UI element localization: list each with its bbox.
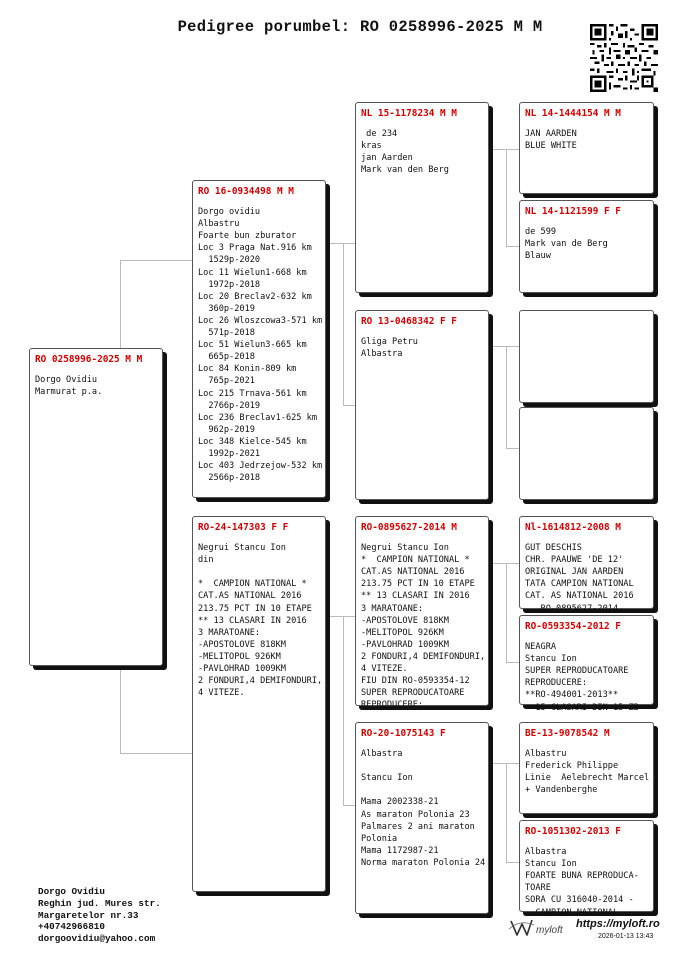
pigeon-details: [35, 374, 157, 398]
ring-number: RO 0258996-2025 M M: [35, 354, 143, 365]
pigeon-detail-line: 3 MARATOANE:: [198, 627, 261, 638]
pigeon-detail-line: Loc 348 Kielce-545 km: [198, 436, 307, 447]
pigeon-detail-line: 962p-2019: [198, 424, 255, 435]
pigeon-detail-line: Foarte bun zburator: [198, 231, 297, 242]
owner-name: Dorgo Ovidiu: [38, 886, 105, 897]
pigeon-detail-line: CAT.AS NATIONAL 2016: [198, 591, 302, 602]
pigeon-detail-line: TATA CAMPION NATIONAL: [525, 579, 634, 590]
pigeon-detail-line: 765p-2021: [198, 376, 255, 387]
pigeon-details: [525, 846, 648, 919]
pigeon-detail-line: Mama 1172987-21: [361, 845, 439, 856]
pigeon-detail-line: CHR. PAAUWE 'DE 12': [525, 555, 624, 566]
pigeon-detail-line: FIU DIN RO-0593354-12: [361, 676, 470, 687]
pigeon-detail-line: 1529p-2020: [198, 255, 261, 266]
pigeon-detail-line: + Vandenberghe: [525, 785, 598, 796]
pigeon-detail-line: Loc 20 Breclav2-632 km: [198, 291, 312, 302]
pigeon-detail-line: 4 VITEZE.: [198, 688, 245, 699]
pigeon-detail-line: 665p-2018: [198, 352, 255, 363]
pigeon-details: [198, 206, 323, 484]
ring-number: RO-0593354-2012 F: [525, 621, 621, 632]
pigeon-details: [525, 128, 648, 152]
pigeon-detail-line: de 234: [361, 129, 398, 140]
pigeon-details: [198, 542, 323, 699]
pigeon-detail-line: 2 FONDURI,4 DEMIFONDURI,: [198, 676, 323, 687]
pigeon-detail-line: 1992p-2021: [198, 448, 261, 459]
pigeon-card-sdd[interactable]: [519, 407, 654, 500]
pigeon-detail-line: 1972p-2018: [198, 279, 261, 290]
qr-code[interactable]: [590, 24, 658, 92]
pigeon-detail-line: As maraton Polonia 23: [361, 809, 470, 820]
pigeon-detail-line: Dorgo ovidiu: [198, 207, 261, 218]
pigeon-card-sd[interactable]: [355, 310, 489, 500]
pigeon-card-ds[interactable]: [355, 516, 489, 711]
pigeon-detail-line: -PAVLOHRAD 1009KM: [198, 664, 286, 675]
pigeon-detail-line: Polonia: [361, 833, 398, 844]
pigeon-detail-line: ** 13 CLASARI IN 2016: [198, 615, 307, 626]
pigeon-card-sds[interactable]: [519, 310, 654, 403]
pigeon-detail-line: Loc 84 Konin-809 km: [198, 364, 297, 375]
pigeon-detail-line: Marmurat p.a.: [35, 387, 103, 398]
pigeon-detail-line: REPRODUCERE:: [525, 678, 588, 689]
pigeon-card-dds[interactable]: [519, 722, 654, 814]
print-date: 2026-01-13 13:43: [598, 933, 654, 940]
pigeon-detail-line: **RO-494001-2013**: [525, 690, 619, 701]
pigeon-detail-line: -PAVLOHRAD 1009KM: [361, 639, 449, 650]
pigeon-detail-line: [361, 760, 483, 772]
connector-main-dam: [120, 666, 195, 754]
pigeon-detail-line: jan Aarden: [361, 153, 413, 164]
pigeon-card-ddd[interactable]: [519, 820, 654, 918]
pigeon-card-dd[interactable]: [355, 722, 489, 914]
pigeon-detail-line: 2766p-2019: [198, 400, 261, 411]
pigeon-details: [361, 336, 483, 360]
pigeon-detail-line: Stancu Ion: [525, 859, 577, 870]
pigeon-detail-line: ORIGINAL JAN AARDEN: [525, 567, 624, 578]
pigeon-detail-line: Palmares 2 ani maraton: [361, 821, 475, 832]
pigeon-detail-line: 213.75 PCT IN 10 ETAPE: [361, 579, 475, 590]
pigeon-detail-line: CAMPION NATIONAL: [525, 907, 619, 918]
pigeon-detail-line: [198, 566, 320, 578]
ring-number: NL 14-1121599 F F: [525, 206, 621, 217]
pigeon-detail-line: Loc 11 Wielun1-668 km: [198, 267, 307, 278]
pigeon-detail-line: din: [198, 555, 214, 566]
ring-number: NL 15-1178234 M M: [361, 108, 457, 119]
ring-number: NL 14-1444154 M M: [525, 108, 621, 119]
pigeon-detail-line: REPRODUCERE:: [361, 700, 424, 711]
ring-number: RO-24-147303 F F: [198, 522, 289, 533]
pigeon-detail-line: 2566p-2018: [198, 473, 261, 484]
pigeon-detail-line: -MELITOPOL 926KM: [361, 627, 444, 638]
pigeon-detail-line: FOARTE BUNA REPRODUCA-: [525, 871, 639, 882]
ring-number: RO-0895627-2014 M: [361, 522, 457, 533]
pigeon-details: [361, 748, 486, 869]
brand-url-link[interactable]: https://myloft.ro: [576, 918, 660, 930]
pigeon-detail-line: Albastru: [198, 219, 240, 230]
pigeon-detail-line: TOARE: [525, 883, 551, 894]
pigeon-detail-line: Loc 403 Jedrzejow-532 km: [198, 461, 323, 472]
pigeon-card-dam[interactable]: [192, 516, 326, 892]
pigeon-details: [525, 542, 648, 615]
pigeon-detail-line: Loc 215 Trnava-561 km: [198, 388, 307, 399]
pigeon-detail-line: JAN AARDEN: [525, 129, 577, 140]
pigeon-card-main[interactable]: [29, 348, 163, 666]
pigeon-details: [361, 542, 486, 711]
pigeon-details: [525, 226, 648, 262]
owner-address-line: Reghin jud. Mures str.: [38, 897, 161, 909]
pigeon-detail-line: SORA CU 316040-2014 -: [525, 895, 634, 906]
pigeon-detail-line: GUT DESCHIS: [525, 543, 582, 554]
pigeon-detail-line: Frederick Philippe: [525, 761, 619, 772]
pigeon-card-ss[interactable]: [355, 102, 489, 293]
pigeon-detail-line: Norma maraton Polonia 24: [361, 857, 486, 868]
brand-footer: [508, 915, 658, 945]
pigeon-detail-line: * CAMPION NATIONAL *: [361, 555, 470, 566]
pigeon-detail-line: -MELITOPOL 926KM: [198, 651, 281, 662]
pigeon-detail-line: Gliga Petru: [361, 337, 418, 348]
pigeon-details: [361, 128, 483, 176]
pigeon-detail-line: Mark van de Berg: [525, 239, 608, 250]
pigeon-detail-line: [361, 784, 483, 796]
owner-address-line: Margaretelor nr.33: [38, 909, 139, 921]
pigeon-detail-line: Loc 51 Wielun3-665 km: [198, 340, 307, 351]
pigeon-detail-line: NEAGRA: [525, 642, 557, 653]
pigeon-detail-line: Albastru: [525, 749, 567, 760]
pigeon-detail-line: 4 VITEZE.: [361, 664, 408, 675]
pigeon-card-ssd[interactable]: [519, 200, 654, 293]
myloft-logo-icon: [508, 915, 568, 941]
pigeon-detail-line: kras: [361, 141, 382, 152]
pigeon-detail-line: Loc 236 Breclav1-625 km: [198, 412, 317, 423]
pigeon-details: [525, 641, 648, 714]
ring-number: RO 13-0468342 F F: [361, 316, 457, 327]
pigeon-detail-line: * CAMPION NATIONAL *: [198, 579, 307, 590]
pigeon-card-sire[interactable]: [192, 180, 326, 498]
owner-info: [38, 886, 161, 945]
pigeon-detail-line: de 599: [525, 227, 557, 238]
pigeon-detail-line: Albastra: [361, 349, 403, 360]
pigeon-detail-line: CAT.AS NATIONAL 2016: [361, 567, 465, 578]
pigeon-detail-line: Stancu Ion: [525, 654, 577, 665]
pigeon-detail-line: 360p-2019: [198, 303, 255, 314]
pigeon-detail-line: Albastra: [361, 749, 403, 760]
ring-number: RO 16-0934498 M M: [198, 186, 294, 197]
owner-phone: +40742966810: [38, 921, 105, 933]
pigeon-detail-line: SUPER REPRODUCATOARE: [525, 666, 629, 677]
pigeon-detail-line: Negrui Stancu Ion: [198, 543, 286, 554]
pigeon-detail-line: CAT. AS NATIONAL 2016: [525, 591, 634, 602]
pigeon-detail-line: RO-0895627-2014: [525, 603, 619, 614]
pigeon-detail-line: Loc 3 Praga Nat.916 km: [198, 243, 312, 254]
brand-logo-text: myloft: [536, 925, 563, 936]
pigeon-detail-line: 3 MARATOANE:: [361, 603, 424, 614]
page-title: Pedigree porumbel: RO 0258996-2025 M M: [177, 18, 543, 36]
pigeon-detail-line: SUPER REPRODUCATOARE: [361, 688, 465, 699]
ring-number: Nl-1614812-2008 M: [525, 522, 621, 533]
pigeon-detail-line: 2 FONDURI,4 DEMIFONDURI,: [361, 651, 486, 662]
ring-number: BE-13-9078542 M: [525, 728, 610, 739]
owner-email[interactable]: dorgoovidiu@yahoo.com: [38, 933, 156, 945]
pigeon-detail-line: 571p-2018: [198, 328, 255, 339]
pigeon-card-dsd[interactable]: [519, 615, 654, 713]
ring-number: RO-20-1075143 F: [361, 728, 446, 739]
pigeon-detail-line: Dorgo Ovidiu: [35, 375, 98, 386]
pigeon-detail-line: Albastra: [525, 847, 567, 858]
pigeon-detail-line: Stancu Ion: [361, 773, 413, 784]
pigeon-detail-line: 15 CLASARI DIN 15 ZB: [525, 702, 639, 713]
pigeon-detail-line: -APOSTOLOVE 818KM: [361, 615, 449, 626]
pigeon-detail-line: -APOSTOLOVE 818KM: [198, 639, 286, 650]
pigeon-detail-line: 213.75 PCT IN 10 ETAPE: [198, 603, 312, 614]
pigeon-detail-line: Mark van den Berg: [361, 165, 449, 176]
pigeon-card-dss[interactable]: [519, 516, 654, 614]
pigeon-detail-line: Negrui Stancu Ion: [361, 543, 449, 554]
pigeon-detail-line: ** 13 CLASARI IN 2016: [361, 591, 470, 602]
pigeon-detail-line: BLUE WHITE: [525, 141, 577, 152]
ring-number: RO-1051302-2013 F: [525, 826, 621, 837]
pigeon-detail-line: Loc 26 Wloszcowa3-571 km: [198, 315, 323, 326]
pigeon-detail-line: Blauw: [525, 251, 551, 262]
pigeon-card-sss[interactable]: [519, 102, 654, 194]
pigeon-detail-line: Linie Aelebrecht Marcel: [525, 773, 650, 784]
connector-main-sire: [120, 260, 195, 357]
pigeon-detail-line: Mama 2002338-21: [361, 797, 439, 808]
pigeon-details: [525, 748, 648, 796]
